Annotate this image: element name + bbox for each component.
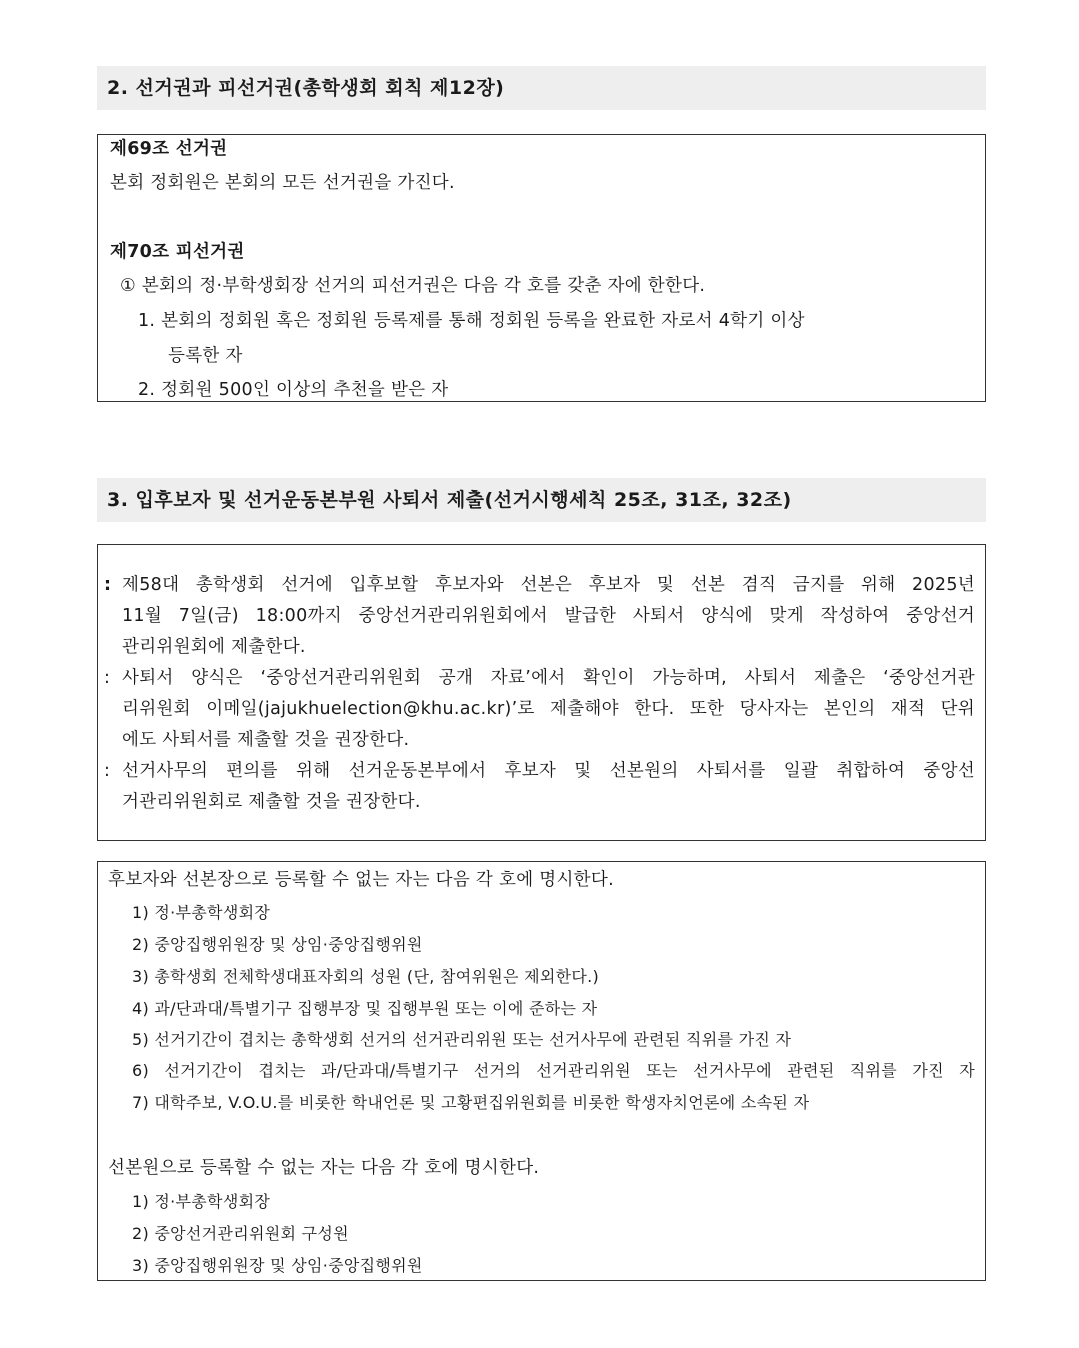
members-ineligible-intro: 선본원으로 등록할 수 없는 자는 다음 각 호에 명시한다. xyxy=(108,1158,540,1178)
notice-2-line-2: 리위원회 이메일(jajukhuelection@khu.ac.kr)’로 제출해야 한다. 또한 당사자는 본인의 재적 단위 xyxy=(122,699,975,719)
candidates-ineligible-item: 4) 과/단과대/특별기구 집행부장 및 집행부원 또는 이에 준하는 자 xyxy=(132,999,598,1018)
members-ineligible-item: 3) 중앙집행위원장 및 상임·중앙집행위원 xyxy=(132,1256,423,1275)
notice-3-line-1: 선거사무의 편의를 위해 선거운동본부에서 후보자 및 선본원의 사퇴서를 일괄 취합하여 중앙선 xyxy=(122,761,975,781)
candidates-ineligible-item: 6) 선거기간이 겹치는 과/단과대/특별기구 선거의 선거관리위원 또는 선거사무에 관련된 직위를 가진 자 xyxy=(132,1061,975,1080)
election-rights-box xyxy=(97,134,986,402)
article-70-clause-1: ① 본회의 정·부학생회장 선거의 피선거권은 다음 각 호를 갖춘 자에 한한다. xyxy=(120,276,706,296)
notice-1-line-1: 제58대 총학생회 선거에 입후보할 후보자와 선본은 후보자 및 선본 겸직 금지를 위해 2025년 xyxy=(122,575,975,595)
article-69-text: 본회 정회원은 본회의 모든 선거권을 가진다. xyxy=(110,173,455,193)
article-70-item-1-line-1: 1. 본회의 정회원 혹은 정회원 등록제를 통해 정회원 등록을 완료한 자로서 4학기 이상 xyxy=(138,311,805,331)
candidates-ineligible-item: 2) 중앙집행위원장 및 상임·중앙집행위원 xyxy=(132,935,423,954)
article-70-item-1-line-2: 등록한 자 xyxy=(168,346,243,366)
notice-2-line-1: 사퇴서 양식은 ‘중앙선거관리위원회 공개 자료’에서 확인이 가능하며, 사퇴서 제출은 ‘중앙선거관 xyxy=(122,668,975,688)
members-ineligible-item: 1) 정·부총학생회장 xyxy=(132,1192,271,1211)
notice-1-line-3: 관리위원회에 제출한다. xyxy=(122,637,306,657)
article-70-title: 제70조 피선거권 xyxy=(110,242,245,262)
candidates-ineligible-item: 1) 정·부총학생회장 xyxy=(132,903,271,922)
section-3-heading: 3. 입후보자 및 선거운동본부원 사퇴서 제출(선거시행세칙 25조, 31조, 32조) xyxy=(97,478,986,522)
ineligibility-box xyxy=(97,861,986,1281)
notice-2-bullet: : xyxy=(104,668,111,688)
notice-3-line-2: 거관리위원회로 제출할 것을 권장한다. xyxy=(122,792,421,812)
resignation-notice-box xyxy=(97,544,986,841)
article-70-item-2: 2. 정회원 500인 이상의 추천을 받은 자 xyxy=(138,380,449,400)
notice-2-line-3: 에도 사퇴서를 제출할 것을 권장한다. xyxy=(122,730,410,750)
candidates-ineligible-item: 7) 대학주보, V.O.U.를 비롯한 학내언론 및 고황편집위원회를 비롯한 학생자치언론에 소속된 자 xyxy=(132,1093,810,1112)
notice-3-bullet: : xyxy=(104,761,111,781)
notice-1-line-2: 11월 7일(금) 18:00까지 중앙선거관리위원회에서 발급한 사퇴서 양식에 맞게 작성하여 중앙선거 xyxy=(122,606,975,626)
candidates-ineligible-item: 5) 선거기간이 겹치는 총학생회 선거의 선거관리위원 또는 선거사무에 관련된 직위를 가진 자 xyxy=(132,1030,792,1049)
members-ineligible-item: 2) 중앙선거관리위원회 구성원 xyxy=(132,1224,349,1243)
section-2-heading: 2. 선거권과 피선거권(총학생회 회칙 제12장) xyxy=(97,66,986,110)
candidates-ineligible-intro: 후보자와 선본장으로 등록할 수 없는 자는 다음 각 호에 명시한다. xyxy=(108,870,614,890)
notice-1-bullet: : xyxy=(104,575,112,595)
article-69-title: 제69조 선거권 xyxy=(110,139,228,159)
candidates-ineligible-item: 3) 총학생회 전체학생대표자회의 성원 (단, 참여위원은 제외한다.) xyxy=(132,967,600,986)
